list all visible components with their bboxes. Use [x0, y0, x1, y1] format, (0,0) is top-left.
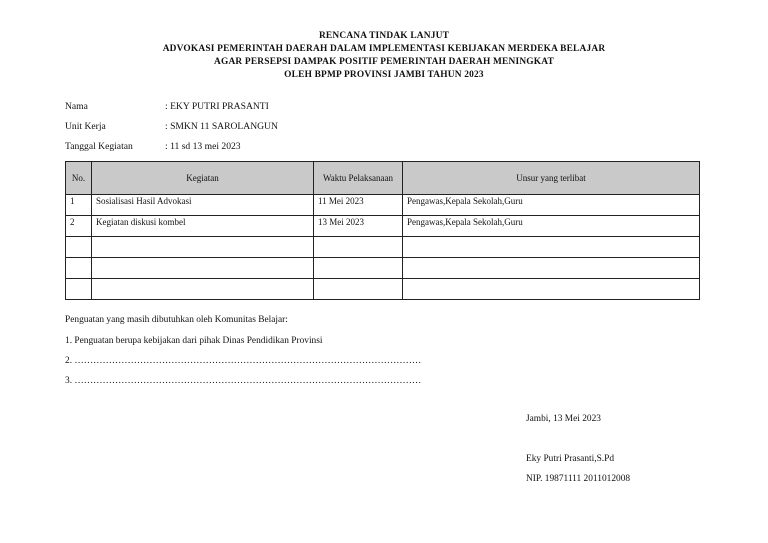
cell-waktu	[314, 237, 403, 258]
nama-value: : EKY PUTRI PRASANTI	[165, 101, 269, 112]
signature-name: Eky Putri Prasanti,S.Pd	[526, 454, 615, 464]
cell-kegiatan: Kegiatan diskusi kombel	[92, 216, 314, 237]
table-row	[66, 195, 700, 216]
cell-no: 2	[66, 216, 92, 237]
cell-kegiatan: Sosialisasi Hasil Advokasi	[92, 195, 314, 216]
info-tanggal	[65, 141, 241, 152]
penguatan-item-2: 2. …………………………………………………………………………………………………	[65, 356, 422, 366]
info-unit-kerja	[65, 121, 278, 132]
cell-unsur	[403, 237, 700, 258]
doc-subtitle-1: ADVOKASI PEMERINTAH DAERAH DALAM IMPLEMENTASI KEBIJAKAN MERDEKA BELAJAR	[162, 44, 606, 54]
cell-kegiatan	[92, 237, 314, 258]
header-kegiatan: Kegiatan	[92, 162, 314, 195]
cell-unsur: Pengawas,Kepala Sekolah,Guru	[403, 195, 700, 216]
cell-unsur: Pengawas,Kepala Sekolah,Guru	[403, 216, 700, 237]
header-unsur: Unsur yang terlibat	[403, 162, 700, 195]
table-row	[66, 279, 700, 300]
table-header-row	[66, 162, 700, 195]
doc-subtitle-2: AGAR PERSEPSI DAMPAK POSITIF PEMERINTAH DAERAH MENINGKAT	[213, 57, 555, 67]
cell-kegiatan	[92, 279, 314, 300]
tanggal-label: Tanggal Kegiatan	[65, 141, 133, 152]
signature-place-date: Jambi, 13 Mei 2023	[526, 414, 601, 424]
penguatan-item-3: 3. …………………………………………………………………………………………………	[65, 376, 422, 386]
cell-no	[66, 279, 92, 300]
cell-unsur	[403, 258, 700, 279]
penguatan-item-1: 1. Penguatan berupa kebijakan dari pihak Dinas Pendidikan Provinsi	[65, 336, 323, 346]
header-no: No.	[66, 162, 92, 195]
activity-table	[65, 161, 700, 300]
table-row	[66, 237, 700, 258]
signature-nip: NIP. 19871111 2011012008	[526, 474, 631, 484]
tanggal-value: : 11 sd 13 mei 2023	[165, 141, 241, 152]
nama-label: Nama	[65, 101, 88, 112]
unit-kerja-label: Unit Kerja	[65, 121, 106, 132]
cell-waktu	[314, 258, 403, 279]
cell-waktu: 13 Mei 2023	[314, 216, 403, 237]
doc-title: RENCANA TINDAK LANJUT	[318, 31, 450, 41]
unit-kerja-value: : SMKN 11 SAROLANGUN	[165, 121, 278, 132]
cell-waktu	[314, 279, 403, 300]
table-row	[66, 216, 700, 237]
info-nama	[65, 101, 269, 112]
table-row	[66, 258, 700, 279]
doc-subtitle-3: OLEH BPMP PROVINSI JAMBI TAHUN 2023	[284, 70, 484, 80]
header-waktu: Waktu Pelaksanaan	[314, 162, 403, 195]
penguatan-intro: Penguatan yang masih dibutuhkan oleh Komunitas Belajar:	[65, 315, 288, 325]
cell-waktu: 11 Mei 2023	[314, 195, 403, 216]
cell-unsur	[403, 279, 700, 300]
cell-kegiatan	[92, 258, 314, 279]
cell-no: 1	[66, 195, 92, 216]
cell-no	[66, 237, 92, 258]
cell-no	[66, 258, 92, 279]
